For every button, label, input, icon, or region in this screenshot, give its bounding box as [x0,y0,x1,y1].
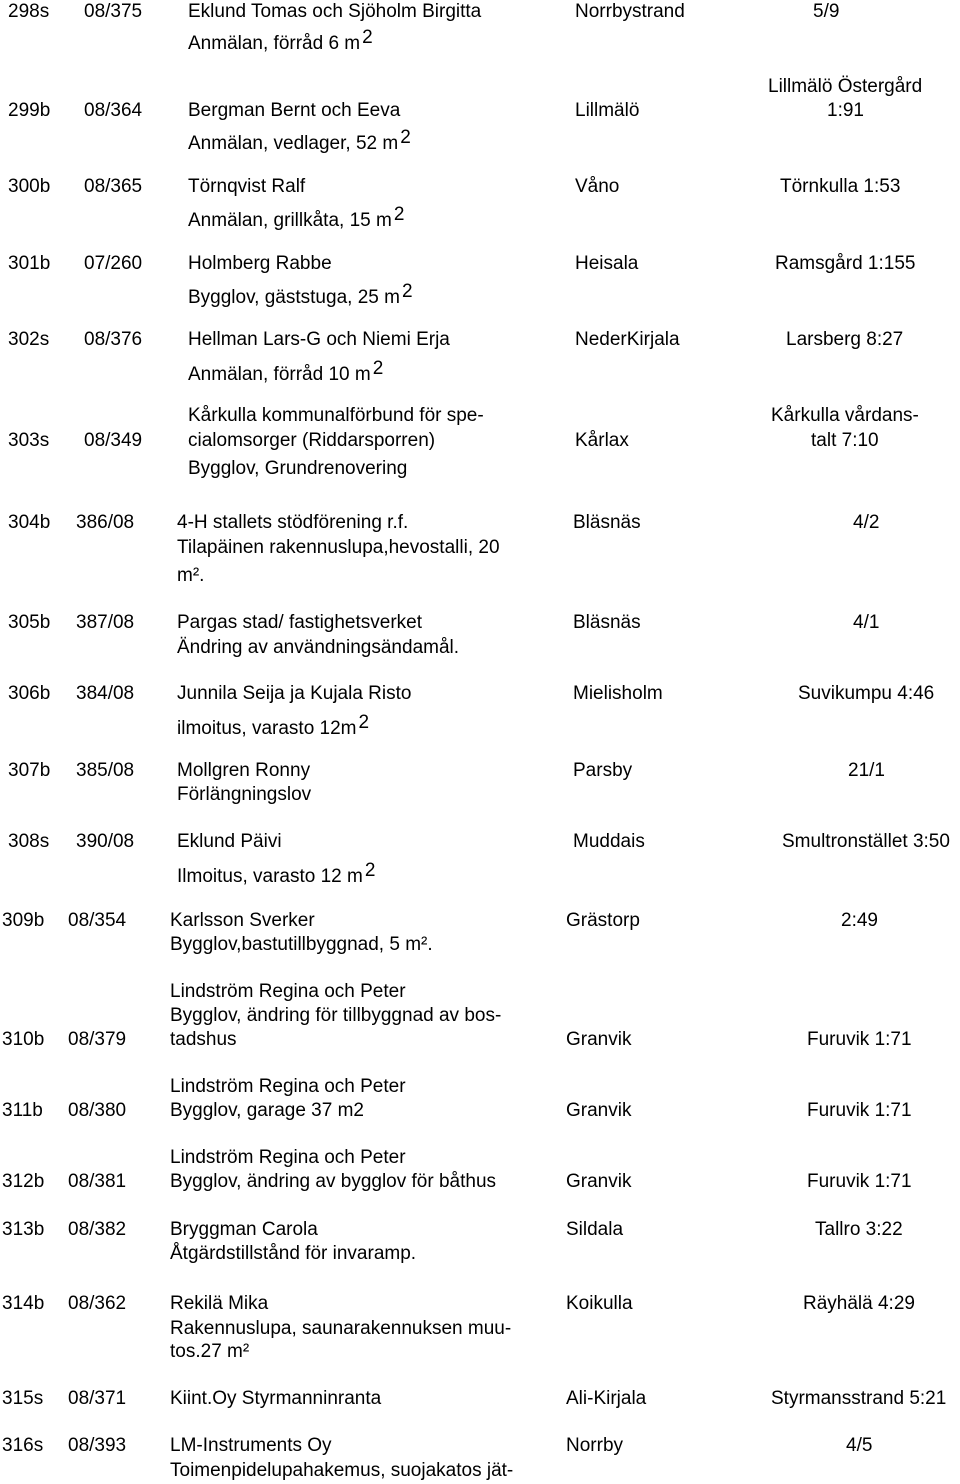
applicant-name: 4-H stallets stödförening r.f. [177,512,409,533]
diary-number: 385/08 [76,760,135,781]
village-name: Parsby [573,760,633,781]
diary-number: 08/376 [84,329,143,350]
village-name: Granvik [566,1100,632,1121]
applicant-name: Lindström Regina och Peter [170,1076,406,1097]
entry-number: 305b [8,612,51,633]
diary-number: 08/375 [84,1,143,22]
permit-description: ilmoitus, varasto 12m 2 [177,712,370,739]
applicant-name-line: cialomsorger (Riddarsporren) [188,430,436,451]
permit-description: Anmälan, förråd 6 m 2 [188,27,373,54]
applicant-name: Pargas stad/ fastighetsverket [177,612,423,633]
village-name: Mielisholm [573,683,663,704]
entry-number: 303s [8,430,50,451]
diary-number: 08/379 [68,1029,127,1050]
property-designation: Smultronstället 3:50 [782,831,950,852]
permit-description-line: tadshus [170,1029,237,1050]
diary-number: 08/380 [68,1100,127,1121]
applicant-name: Lindström Regina och Peter [170,1147,406,1168]
area-unit-superscript: 2 [358,712,370,733]
area-unit-superscript: 2 [364,860,376,881]
applicant-name: Lindström Regina och Peter [170,981,406,1002]
entry-number: 301b [8,253,51,274]
property-designation: 2:49 [841,910,878,931]
applicant-name: Hellman Lars-G och Niemi Erja [188,329,450,350]
village-name: Koikulla [566,1293,633,1314]
permit-description-line: Tilapäinen rakennuslupa,hevostalli, 20 [177,537,500,558]
permit-description-line: Rakennuslupa, saunarakennuksen muu- [170,1318,512,1339]
permit-description: Ändring av användningsändamål. [177,637,460,658]
diary-number: 386/08 [76,512,135,533]
property-designation: Furuvik 1:71 [807,1100,912,1121]
entry-number: 312b [2,1171,45,1192]
diary-number: 08/381 [68,1171,127,1192]
area-unit-superscript: 2 [372,358,384,379]
entry-number: 311b [2,1100,43,1121]
village-name: Ali-Kirjala [566,1388,647,1409]
property-designation: 21/1 [848,760,885,781]
village-name: Muddais [573,831,645,852]
applicant-name: Mollgren Ronny [177,760,311,781]
applicant-name: Eklund Päivi [177,831,282,852]
permit-description: Bygglov, gäststuga, 25 m 2 [188,281,413,308]
entry-number: 298s [8,1,50,22]
property-designation: Suvikumpu 4:46 [798,683,935,704]
property-designation: 4/1 [853,612,880,633]
property-designation: 4/5 [846,1435,873,1456]
property-designation-line: Lillmälö Östergård [768,76,923,97]
applicant-name-line: Kårkulla kommunalförbund för spe- [188,405,484,426]
property-designation: Larsberg 8:27 [786,329,904,350]
applicant-name: LM-Instruments Oy [170,1435,332,1456]
property-designation: Styrmansstrand 5:21 [771,1388,947,1409]
permit-description: Anmälan, grillkåta, 15 m 2 [188,204,405,231]
applicant-name: Kiint.Oy Styrmanninranta [170,1388,382,1409]
area-unit-superscript: 2 [362,27,373,48]
entry-number: 300b [8,176,51,197]
applicant-name: Karlsson Sverker [170,910,315,931]
entry-number: 315s [2,1388,44,1409]
village-name: Granvik [566,1029,632,1050]
applicant-name: Törnqvist Ralf [188,176,306,197]
village-name: Norrbystrand [575,1,685,22]
property-designation: Räyhälä 4:29 [803,1293,915,1314]
village-name: Granvik [566,1171,632,1192]
village-name: Norrby [566,1435,624,1456]
permit-description-line: Bygglov, ändring för tillbyggnad av bos- [170,1005,502,1026]
permit-description: Bygglov, ändring av bygglov för båthus [170,1171,497,1192]
property-designation: Furuvik 1:71 [807,1171,912,1192]
entry-number: 314b [2,1293,45,1314]
applicant-name: Bryggman Carola [170,1219,318,1240]
entry-number: 309b [2,910,45,931]
permit-description: Åtgärdstillstånd för invaramp. [170,1243,417,1264]
diary-number: 08/382 [68,1219,127,1240]
permit-description: Bygglov, Grundrenovering [188,458,408,479]
property-designation: Törnkulla 1:53 [780,176,901,197]
area-unit-superscript: 2 [401,281,413,302]
permit-description: Bygglov, garage 37 m2 [170,1100,364,1121]
entry-number: 310b [2,1029,45,1050]
village-name: Grästorp [566,910,640,931]
property-designation: 4/2 [853,512,880,533]
entry-number: 316s [2,1435,44,1456]
village-name: Sildala [566,1219,624,1240]
entry-number: 304b [8,512,51,533]
village-name: Bläsnäs [573,512,641,533]
village-name: Våno [575,176,620,197]
property-designation: Ramsgård 1:155 [775,253,916,274]
diary-number: 07/260 [84,253,143,274]
applicant-name: Junnila Seija ja Kujala Risto [177,683,412,704]
applicant-name: Bergman Bernt och Eeva [188,100,401,121]
diary-number: 390/08 [76,831,135,852]
permit-description: Toimenpidelupahakemus, suojakatos jät- [170,1460,514,1481]
applicant-name: Rekilä Mika [170,1293,269,1314]
diary-number: 384/08 [76,683,135,704]
property-designation-line: 1:91 [827,100,864,121]
diary-number: 08/354 [68,910,127,931]
area-unit-superscript: 2 [393,204,405,225]
permit-description: Anmälan, vedlager, 52 m 2 [188,127,411,154]
village-name: Heisala [575,253,639,274]
village-name: Lillmälö [575,100,640,121]
permit-description-line: tos.27 m² [170,1341,250,1362]
entry-number: 307b [8,760,51,781]
diary-number: 08/362 [68,1293,127,1314]
permit-description-line: m². [177,565,205,586]
applicant-name: Holmberg Rabbe [188,253,332,274]
permit-description: Förlängningslov [177,784,312,805]
applicant-name: Eklund Tomas och Sjöholm Birgitta [188,1,482,22]
permit-description: Bygglov,bastutillbyggnad, 5 m². [170,934,433,955]
diary-number: 08/371 [68,1388,127,1409]
permit-description: Ilmoitus, varasto 12 m 2 [177,860,376,887]
diary-number: 08/365 [84,176,143,197]
entry-number: 313b [2,1219,45,1240]
village-name: Bläsnäs [573,612,641,633]
entry-number: 308s [8,831,50,852]
diary-number: 08/393 [68,1435,127,1456]
village-name: Kårlax [575,430,629,451]
property-designation: 5/9 [813,1,840,22]
property-designation: Tallro 3:22 [815,1219,903,1240]
entry-number: 306b [8,683,51,704]
diary-number: 08/349 [84,430,143,451]
diary-number: 08/364 [84,100,143,121]
entry-number: 302s [8,329,50,350]
area-unit-superscript: 2 [400,127,411,148]
diary-number: 387/08 [76,612,135,633]
property-designation-line: talt 7:10 [811,430,879,451]
permit-description: Anmälan, förråd 10 m 2 [188,358,384,385]
village-name: NederKirjala [575,329,680,350]
property-designation-line: Kårkulla vårdans- [771,405,919,426]
property-designation: Furuvik 1:71 [807,1029,912,1050]
entry-number: 299b [8,100,51,121]
